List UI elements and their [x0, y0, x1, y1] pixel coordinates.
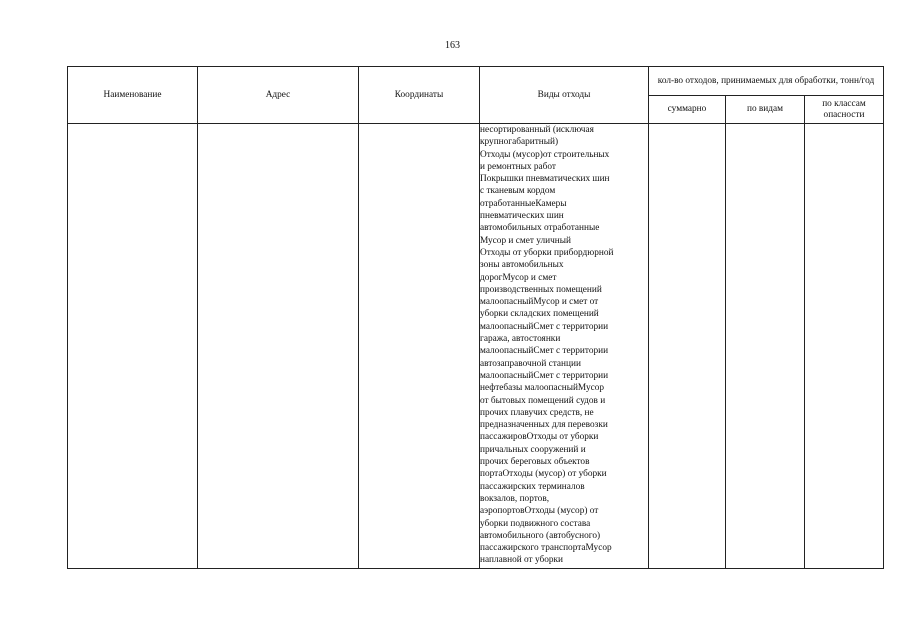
waste-type-line: производственных помещений [480, 284, 602, 295]
cell-name [68, 124, 198, 569]
table-row [68, 124, 884, 569]
cell-by-type [726, 124, 805, 569]
header-waste-types: Виды отходы [480, 67, 649, 124]
waste-type-line: предназначенных для перевозки [480, 420, 608, 431]
waste-type-line: крупногабаритный) [480, 137, 559, 148]
waste-type-line: малоопасныйСмет с территории [480, 346, 609, 357]
waste-type-line: прочих плавучих средств, не [480, 407, 594, 418]
waste-type-line: несортированный (исключая [480, 125, 594, 135]
waste-type-line: автомобильного (автобусного) [480, 530, 601, 541]
waste-type-line: малоопасныйМусор и смет от [480, 297, 599, 308]
waste-type-line: отработанныеКамеры [480, 198, 567, 209]
header-by-class: по классам опасности [805, 96, 884, 124]
header-coordinates: Координаты [359, 67, 480, 124]
waste-type-line: от бытовых помещений судов и [480, 395, 606, 406]
waste-type-line: наплавной от уборки [480, 555, 563, 566]
waste-type-line: гаража, автостоянки [480, 334, 561, 345]
waste-type-line: уборки подвижного состава [480, 518, 591, 529]
waste-type-line: дорогМусор и смет [480, 272, 557, 283]
waste-type-line: пассажирских терминалов [480, 481, 585, 492]
waste-type-line: причальных сооружений и [480, 444, 586, 455]
waste-type-line: Отходы от уборки прибордюрной [480, 247, 614, 258]
waste-type-line: пассажировОтходы от уборки [480, 432, 599, 443]
waste-type-line: и ремонтных работ [480, 161, 556, 172]
header-total: суммарно [649, 96, 726, 124]
header-by-type: по видам [726, 96, 805, 124]
header-name: Наименование [68, 67, 198, 124]
header-waste-quantity-group: кол-во отходов, принимаемых для обработки, тонн/год [649, 67, 884, 96]
waste-type-line: портаОтходы (мусор) от уборки [480, 469, 607, 480]
cell-coordinates [359, 124, 480, 569]
waste-type-line: Мусор и смет уличный [480, 235, 571, 246]
waste-type-line: с тканевым кордом [480, 186, 556, 197]
waste-type-line: автомобильных отработанные [480, 223, 600, 234]
cell-by-class [805, 124, 884, 569]
waste-type-line: уборки складских помещений [480, 309, 599, 320]
header-address: Адрес [198, 67, 359, 124]
waste-type-line: Покрышки пневматических шин [480, 174, 610, 185]
waste-type-line: нефтебазы малоопасныйМусор [480, 383, 605, 394]
waste-type-line: прочих береговых объектов [480, 457, 590, 468]
waste-type-line: пневматических шин [480, 211, 564, 222]
cell-address [198, 124, 359, 569]
waste-type-line: малоопасныйСмет с территории [480, 321, 609, 332]
waste-type-line: автозаправочной станции [480, 358, 581, 369]
waste-type-line: зоны автомобильных [480, 260, 564, 271]
waste-type-line: Отходы (мусор)от строительных [480, 149, 610, 160]
waste-type-line: малоопасныйСмет с территории [480, 370, 609, 381]
waste-type-line: аэропортовОтходы (мусор) от [480, 506, 599, 517]
cell-waste-types [480, 124, 649, 569]
page-number: 163 [445, 40, 460, 51]
cell-total [649, 124, 726, 569]
waste-type-line: пассажирского транспортаМусор [480, 543, 612, 554]
waste-table [67, 66, 884, 569]
waste-type-line: вокзалов, портов, [480, 493, 550, 504]
